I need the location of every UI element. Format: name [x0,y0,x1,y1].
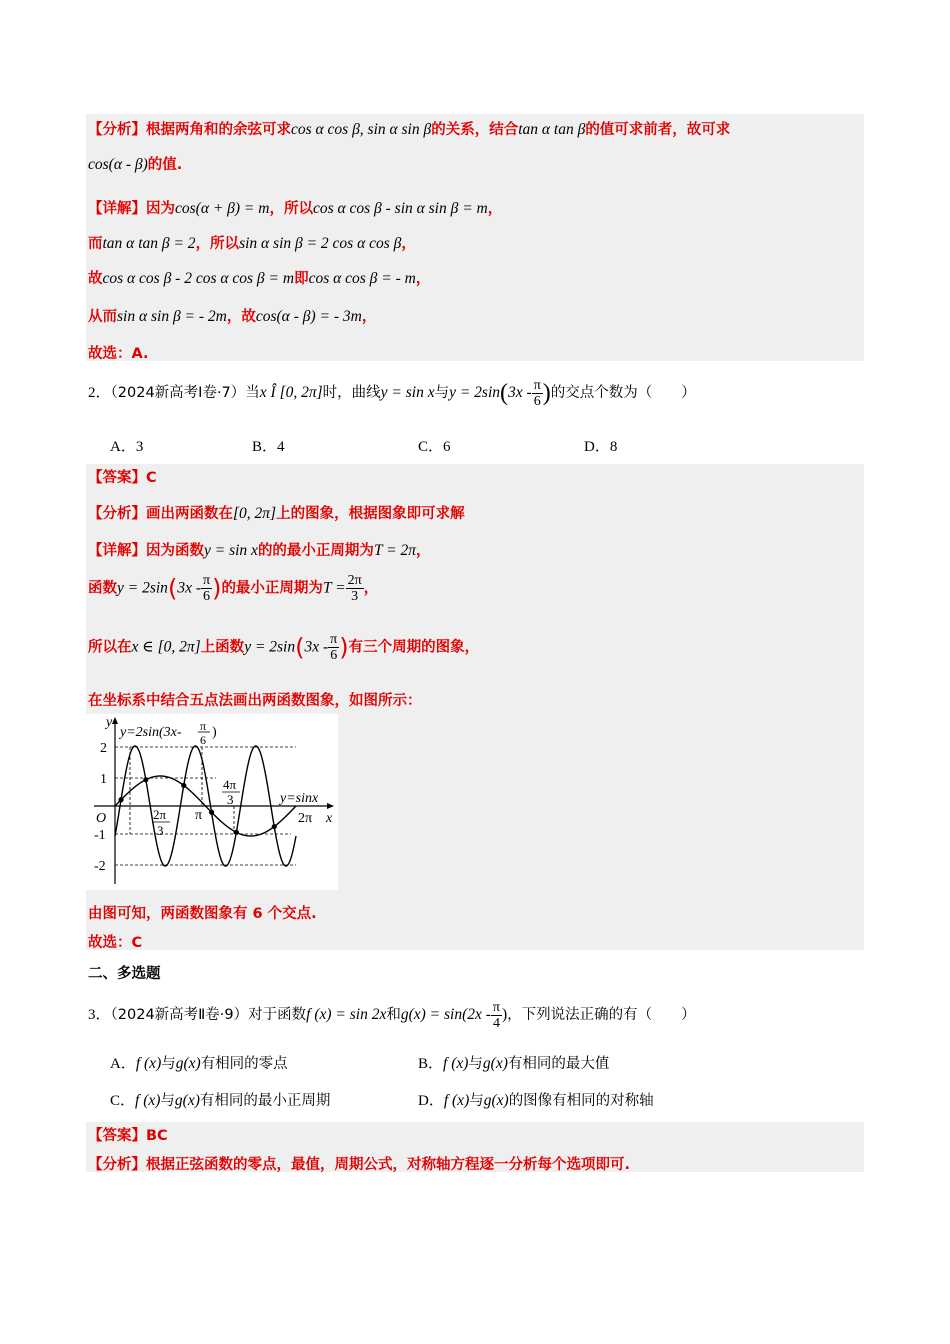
function-graph [86,714,338,890]
intersection-point [234,830,239,835]
q1-detail-line3: 故cos α cos β - 2 cos α cos β = m即cos α cos β = - m， [88,270,431,287]
q1-analysis-line1: 【分析】根据两角和的余弦可求cos α cos β, sin α sin β的关系，结合tan α tan β的值可求前者，故可求 [88,121,731,138]
curve-big-label-close: ) [212,725,217,740]
tick-m2: -2 [94,859,106,874]
tick-4pi3-num: 4π [223,777,237,792]
q2-choose: 故选：C [88,935,143,951]
function-graph-figure [86,714,338,890]
intersection-point [118,797,123,802]
tick-pi: π [195,808,203,823]
q2-option-a: A．3 [110,439,144,455]
section-heading: 二、多选题 [88,966,161,982]
intersection-point [143,777,148,782]
q2-stem: 2．（2024新高考Ⅰ卷·7）当x Î [0, 2π]时，曲线y = sin x与y = 2sin(3x - $\frac{\pi}{6}$ )的交点个数为（ ） [88,378,696,409]
q1-detail-line4: 从而sin α sin β = - 2m，故cos(α - β) = - 3m， [88,308,377,325]
q1-detail-line1: 【详解】因为cos(α + β) = m，所以cos α cos β - sin α sin β = m， [88,200,503,217]
tick-2pi: 2π [298,811,313,826]
q3-option-b: B．f (x)与g(x)有相同的最大值 [418,1055,610,1072]
q1-choose: 故选：A. [88,346,149,362]
intersection-point [181,783,186,788]
q2-conclusion: 由图可知，两函数图象有 6 个交点. [88,906,317,922]
q2-option-d: D．8 [584,439,618,455]
q2-answer: 【答案】C [88,470,157,486]
q2-analysis: 【分析】画出两函数在[0, 2π]上的图象，根据图象即可求解 [88,505,465,522]
tick-4pi3-den: 3 [227,792,234,807]
q1-analysis-line2: cos(α - β)的值. [88,156,183,173]
x-axis-label: x [326,811,333,826]
q2-detail-line4: 在坐标系中结合五点法画出两函数图象，如图所示： [88,693,422,709]
q2-detail-line3: 所以在x ∈ [0, 2π]上函数y = 2sin(3x - $\frac{\pi}{6}$ )有三个周期的图象， [88,632,480,663]
q2-detail-line2: 函数y = 2sin(3x - $\frac{\pi}{6}$ )的最小正周期为T = $\frac{2\pi}{3}$ ， [88,573,379,604]
tick-2pi3-num: 2π [153,807,167,822]
q3-option-a: A．f (x)与g(x)有相同的零点 [110,1055,288,1072]
curve-big-label-6: 6 [200,733,206,747]
x-axis-arrow [327,803,334,809]
q2-option-b: B．4 [252,439,285,455]
tick-2: 2 [100,741,107,756]
q3-answer: 【答案】BC [88,1128,168,1144]
origin-label: O [96,811,107,826]
q3-option-d: D．f (x)与g(x)的图像有相同的对称轴 [418,1092,654,1109]
intersection-point [209,810,214,815]
curve-big-label-pi: π [200,719,207,733]
tick-2pi3-den: 3 [157,823,164,838]
tick-m1: -1 [94,828,106,843]
q3-analysis: 【分析】根据正弦函数的零点，最值，周期公式，对称轴方程逐一分析每个选项即可. [88,1157,631,1173]
curve-big-label: y=2sin(3x- [120,725,182,740]
q3-stem: 3．（2024新高考Ⅱ卷·9）对于函数f (x) = sin 2x和g(x) = sin(2x - $\frac{\pi}{4}$ )，下列说法正确的有（ ） [88,1000,696,1031]
q2-detail-line1: 【详解】因为函数y = sin x的的最小正周期为T = 2π， [88,542,431,559]
curve-small-label: y=sinx [280,791,319,806]
y-axis-label: y [106,715,113,730]
y-axis-arrow [112,717,118,724]
q3-option-c: C．f (x)与g(x)有相同的最小正周期 [110,1092,331,1109]
intersection-point [272,824,277,829]
q2-option-c: C．6 [418,439,451,455]
q1-detail-line2: 而tan α tan β = 2，所以sin α sin β = 2 cos α cos β， [88,235,416,252]
tick-1: 1 [100,772,107,787]
